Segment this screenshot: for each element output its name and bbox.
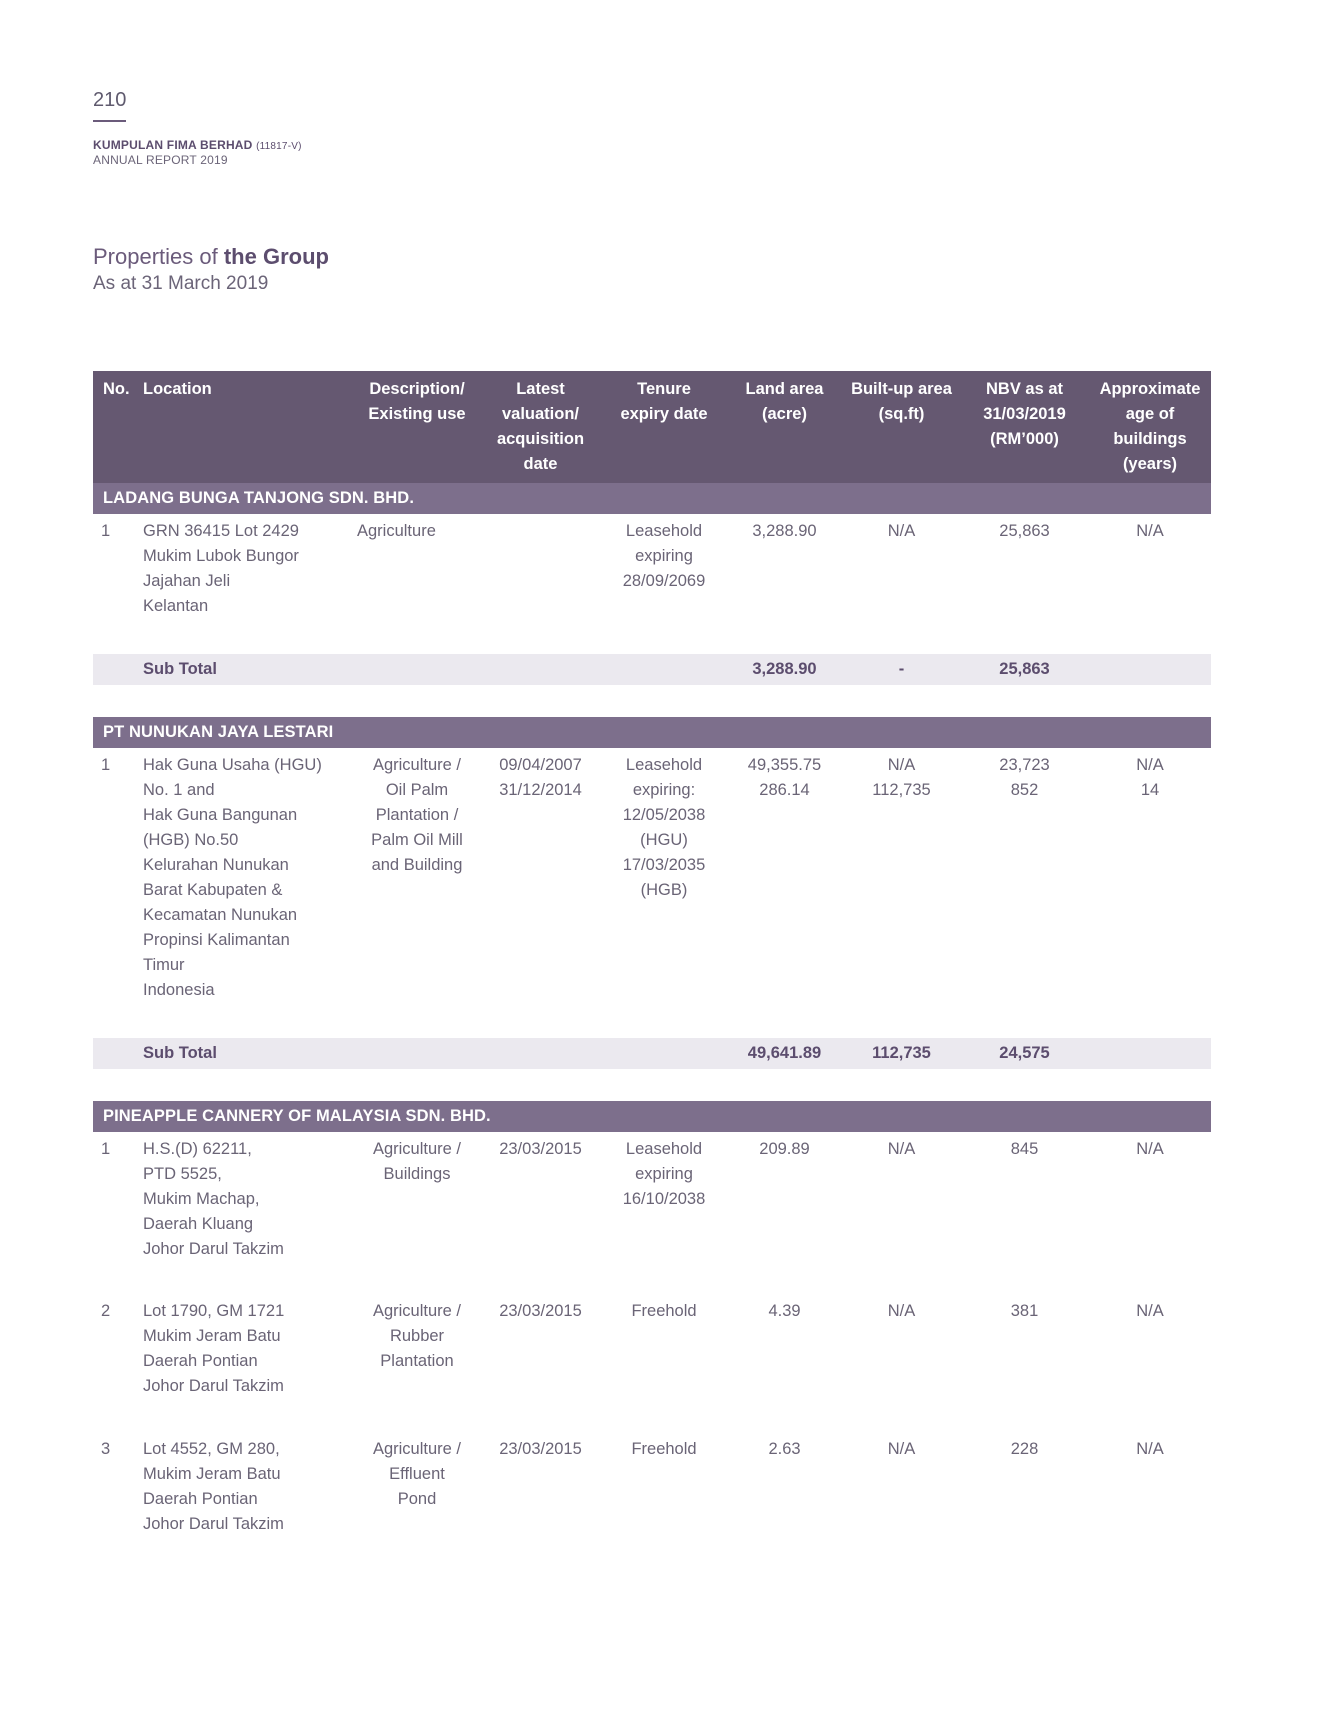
subtotal-label: Sub Total — [139, 1038, 355, 1069]
cell-age: N/A — [1136, 1140, 1164, 1158]
subtotal-blank — [355, 654, 479, 685]
gap-cell — [93, 685, 1211, 717]
table-row — [93, 748, 1211, 1038]
section-company-name: LADANG BUNGA TANJONG SDN. BHD. — [93, 483, 1211, 514]
title-prefix: Properties of — [93, 244, 224, 269]
header-valuation-date: Latest valuation/ acquisition date — [479, 371, 602, 483]
cell-no: 1 — [101, 1140, 111, 1158]
section-company-name: PINEAPPLE CANNERY OF MALAYSIA SDN. BHD. — [93, 1101, 1211, 1132]
report-name: ANNUAL REPORT 2019 — [93, 153, 228, 167]
cell-description: Agriculture / Rubber Plantation — [372, 1302, 462, 1370]
header-no: No. — [93, 371, 139, 483]
cell-no: 1 — [101, 522, 111, 540]
cell-location: Hak Guna Usaha (HGU) No. 1 and Hak Guna Bangunan (HGB) No.50 Kelurahan Nunukan Barat Kabupaten & Kecamatan Nunukan Propinsi Kalimantan Timur Indonesia — [143, 756, 322, 999]
header-rule — [93, 120, 126, 122]
cell-land-area: 49,355.75 286.14 — [747, 756, 822, 799]
subtotal-row — [93, 1038, 1211, 1069]
cell-built-up: N/A 112,735 — [872, 756, 931, 799]
cell-built-up: N/A — [887, 1302, 916, 1320]
header-age: Approximate age of buildings (years) — [1089, 371, 1211, 483]
section-company-name: PT NUNUKAN JAYA LESTARI — [93, 717, 1211, 748]
cell-tenure: Freehold — [631, 1302, 697, 1320]
cell-description: Agriculture / Buildings — [372, 1140, 462, 1183]
subtotal-nbv: 24,575 — [960, 1038, 1089, 1069]
table-row — [93, 1432, 1211, 1552]
cell-valuation-date: 23/03/2015 — [499, 1302, 582, 1320]
cell-location: H.S.(D) 62211, PTD 5525, Mukim Machap, Daerah Kluang Johor Darul Takzim — [143, 1140, 284, 1258]
header-tenure: Tenure expiry date — [602, 371, 726, 483]
table-row — [93, 1132, 1211, 1294]
cell-land-area: 209.89 — [759, 1140, 810, 1158]
cell-nbv: 845 — [1010, 1140, 1039, 1158]
cell-built-up: N/A — [887, 1140, 916, 1158]
subtotal-blank — [1089, 1038, 1211, 1069]
header-built-up: Built-up area (sq.ft) — [843, 371, 960, 483]
cell-age: N/A — [1136, 522, 1164, 540]
cell-description: Agriculture — [357, 522, 436, 540]
subtotal-blank — [93, 654, 139, 685]
cell-valuation-date — [479, 514, 602, 654]
cell-age: N/A 14 — [1136, 756, 1164, 799]
cell-nbv: 23,723 852 — [999, 756, 1050, 799]
subtotal-blank — [479, 654, 602, 685]
subtotal-blank — [602, 1038, 726, 1069]
cell-valuation-date: 09/04/2007 31/12/2014 — [499, 756, 582, 799]
title-bold: the Group — [223, 244, 329, 269]
company-name — [93, 138, 302, 152]
subtotal-blank — [93, 1038, 139, 1069]
section-gap — [93, 1069, 1211, 1101]
company-reg: (11817-V) — [256, 141, 302, 152]
section-gap — [93, 685, 1211, 717]
company-name-text: KUMPULAN FIMA BERHAD — [93, 138, 253, 152]
cell-description: Agriculture / Effluent Pond — [372, 1440, 462, 1508]
table-row — [93, 514, 1211, 654]
section-company-row — [93, 717, 1211, 748]
cell-valuation-date: 23/03/2015 — [499, 1140, 582, 1158]
subtotal-blank — [1089, 654, 1211, 685]
cell-nbv: 381 — [1010, 1302, 1039, 1320]
cell-tenure: Freehold — [631, 1440, 697, 1458]
gap-cell — [93, 1069, 1211, 1101]
cell-description: Agriculture / Oil Palm Plantation / Palm Oil Mill and Building — [371, 756, 463, 874]
subtotal-nbv: 25,863 — [960, 654, 1089, 685]
header-description: Description/ Existing use — [355, 371, 479, 483]
cell-tenure: Leasehold expiring 28/09/2069 — [622, 522, 706, 590]
cell-land-area: 3,288.90 — [752, 522, 817, 540]
cell-valuation-date: 23/03/2015 — [499, 1440, 582, 1458]
cell-no: 2 — [101, 1302, 111, 1320]
cell-age: N/A — [1136, 1302, 1164, 1320]
subtotal-blank — [355, 1038, 479, 1069]
header-land-area: Land area (acre) — [726, 371, 843, 483]
subtotal-blank — [479, 1038, 602, 1069]
cell-land-area: 4.39 — [768, 1302, 801, 1320]
cell-age: N/A — [1136, 1440, 1164, 1458]
section-company-row — [93, 1101, 1211, 1132]
table-row — [93, 1294, 1211, 1432]
page-subtitle: As at 31 March 2019 — [93, 273, 269, 294]
cell-tenure: Leasehold expiring 16/10/2038 — [622, 1140, 706, 1208]
cell-nbv: 228 — [1010, 1440, 1039, 1458]
page-number: 210 — [93, 89, 127, 111]
properties-table — [93, 371, 1211, 1552]
table-header-row — [93, 371, 1211, 483]
subtotal-label: Sub Total — [139, 654, 355, 685]
cell-built-up: N/A — [887, 522, 916, 540]
subtotal-land-area: 49,641.89 — [726, 1038, 843, 1069]
page-title — [93, 244, 329, 270]
cell-land-area: 2.63 — [768, 1440, 801, 1458]
cell-tenure: Leasehold expiring: 12/05/2038 (HGU) 17/03/2035 (HGB) — [622, 756, 706, 899]
subtotal-built-up: 112,735 — [843, 1038, 960, 1069]
cell-location: Lot 1790, GM 1721 Mukim Jeram Batu Daerah Pontian Johor Darul Takzim — [143, 1302, 285, 1395]
cell-no: 3 — [101, 1440, 111, 1458]
cell-built-up: N/A — [887, 1440, 916, 1458]
subtotal-row — [93, 654, 1211, 685]
subtotal-land-area: 3,288.90 — [726, 654, 843, 685]
cell-location: GRN 36415 Lot 2429 Mukim Lubok Bungor Jajahan Jeli Kelantan — [143, 522, 299, 615]
header-nbv: NBV as at 31/03/2019 (RM’000) — [960, 371, 1089, 483]
cell-location: Lot 4552, GM 280, Mukim Jeram Batu Daerah Pontian Johor Darul Takzim — [143, 1440, 284, 1533]
subtotal-built-up: - — [843, 654, 960, 685]
subtotal-blank — [602, 654, 726, 685]
header-location: Location — [139, 371, 355, 483]
section-company-row — [93, 483, 1211, 514]
cell-nbv: 25,863 — [999, 522, 1050, 540]
cell-no: 1 — [101, 756, 111, 774]
